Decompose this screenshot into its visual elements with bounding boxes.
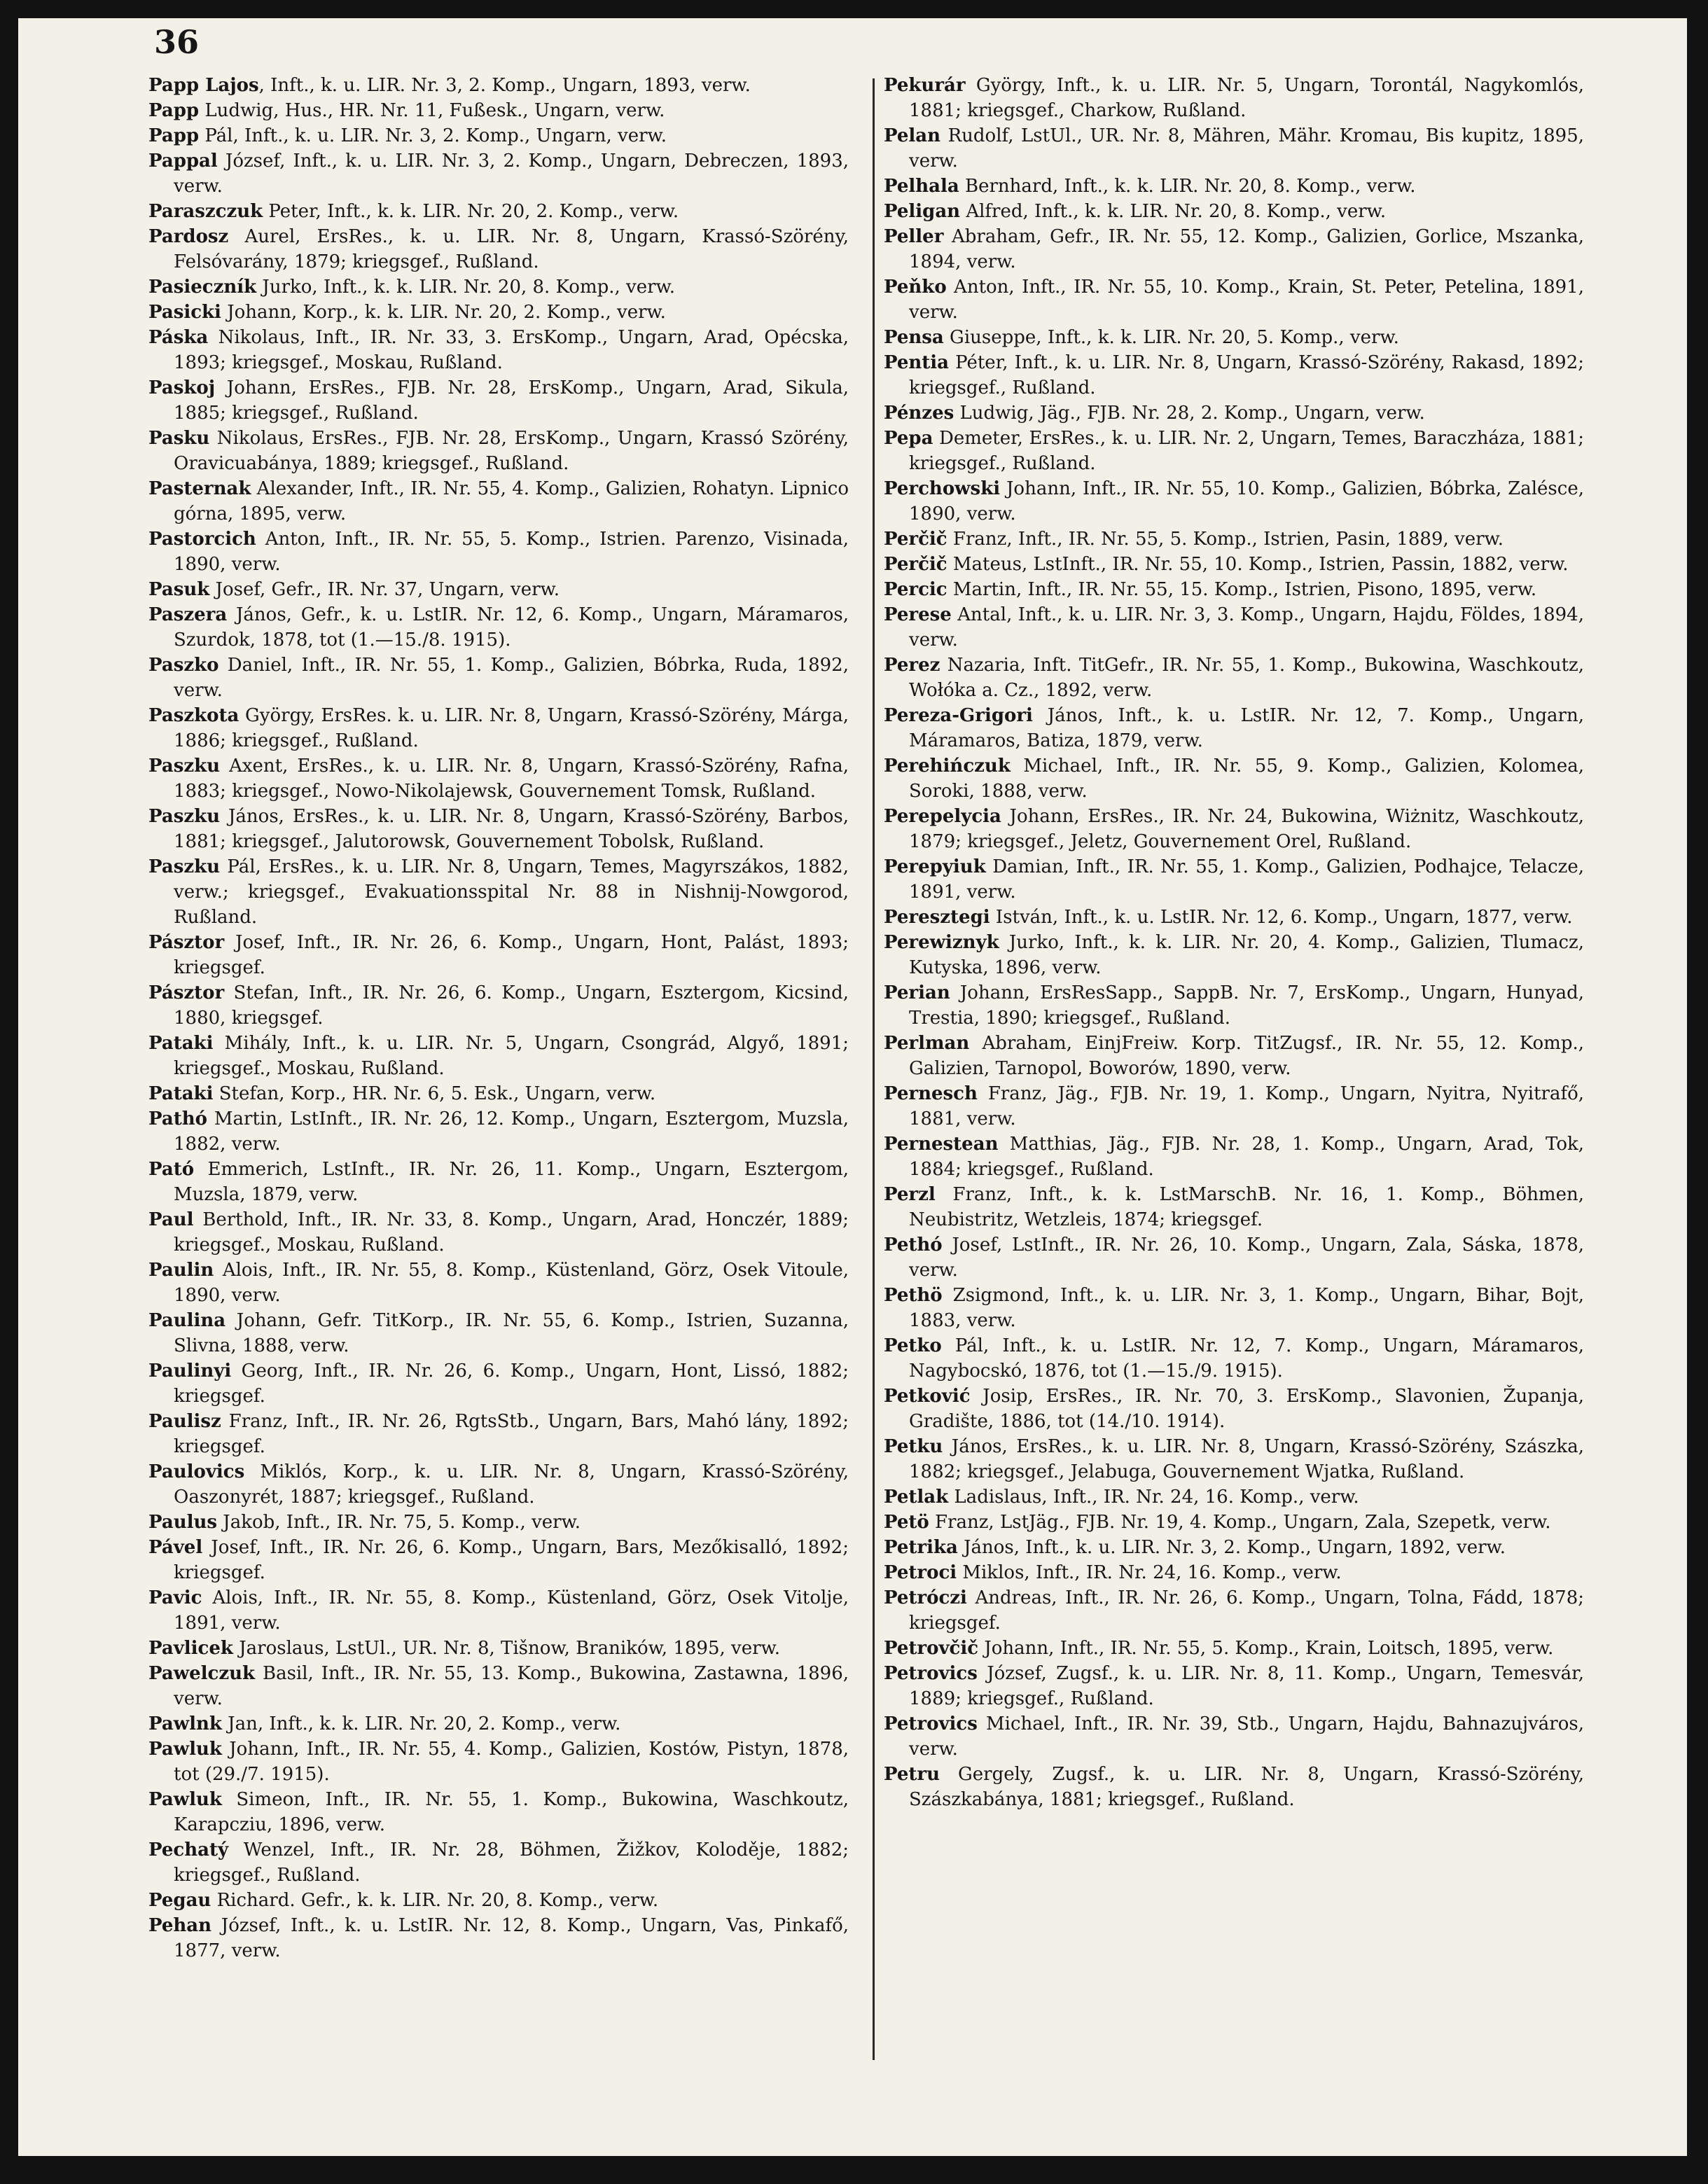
- entry-surname: Pavic: [148, 1587, 202, 1608]
- entry-surname: Peresztegi: [884, 907, 990, 928]
- entry-surname: Pegau: [148, 1890, 211, 1911]
- entry-surname: Pepa: [884, 428, 933, 449]
- entry-surname: Paulin: [148, 1260, 214, 1281]
- entry-surname: Paszera: [148, 604, 228, 625]
- entry-surname: Pelan: [884, 125, 941, 146]
- entry-details: Martin, LstInft., IR. Nr. 26, 12. Komp., Ungarn, Esztergom, Muzsla, 1882, verw.: [174, 1108, 849, 1155]
- entry-details: Simeon, Inft., IR. Nr. 55, 1. Komp., Bukowina, Waschkoutz, Karapcziu, 1896, verw.: [174, 1789, 849, 1835]
- entry-details: Rudolf, LstUl., UR. Nr. 8, Mähren, Mähr. Kromau, Bis kupitz, 1895, verw.: [909, 125, 1584, 172]
- scan-border-left: [0, 0, 18, 2184]
- entry-details: Josef, Inft., IR. Nr. 26, 6. Komp., Ungarn, Hont, Palást, 1893; kriegsgef.: [174, 932, 849, 978]
- entry-surname: Perzl: [884, 1184, 936, 1205]
- list-entry: [148, 1535, 849, 1585]
- entry-details: Demeter, ErsRes., k. u. LIR. Nr. 2, Ungarn, Temes, Baraczháza, 1881; kriegsgef., Rußland.: [909, 428, 1584, 474]
- entry-details: Franz, LstJäg., FJB. Nr. 19, 4. Komp., Ungarn, Zala, Szepetk, verw.: [929, 1512, 1551, 1533]
- list-entry: [884, 1283, 1584, 1333]
- entry-surname: Pasku: [148, 428, 210, 449]
- list-entry: [884, 753, 1584, 804]
- column-divider: [873, 78, 875, 2060]
- entry-surname: Pataki: [148, 1083, 214, 1104]
- entry-details: Alois, Inft., IR. Nr. 55, 8. Komp., Küstenland, Görz, Osek Vitoule, 1890, verw.: [174, 1260, 849, 1306]
- list-entry: [148, 854, 849, 930]
- entry-surname: Paulus: [148, 1512, 218, 1533]
- list-entry: [148, 1888, 849, 1913]
- entry-surname: Pásztor: [148, 982, 225, 1003]
- entry-details: Aurel, ErsRes., k. u. LIR. Nr. 8, Ungarn, Krassó-Szörény, Felsóvarány, 1879; kriegsgef., Rußland.: [174, 226, 849, 272]
- entry-details: János, Inft., k. u. LstIR. Nr. 12, 7. Komp., Ungarn, Máramaros, Batiza, 1879, verw.: [909, 705, 1584, 751]
- list-entry: [148, 1459, 849, 1510]
- entry-surname: Petku: [884, 1436, 943, 1457]
- entry-surname: Petković: [884, 1386, 971, 1407]
- entry-details: Franz, Jäg., FJB. Nr. 19, 1. Komp., Ungarn, Nyitra, Nyitrafő, 1881, verw.: [909, 1083, 1584, 1129]
- entry-surname: Perlman: [884, 1033, 970, 1054]
- entry-surname: Peller: [884, 226, 944, 247]
- entry-details: Gergely, Zugsf., k. u. LIR. Nr. 8, Ungarn, Krassó-Szörény, Szászkabánya, 1881; kriegsgef., Rußland.: [909, 1764, 1584, 1810]
- list-entry: [148, 1787, 849, 1837]
- list-entry: [884, 325, 1584, 350]
- entry-surname: Pawluk: [148, 1789, 222, 1810]
- list-entry: [884, 1333, 1584, 1384]
- list-entry: [884, 1711, 1584, 1762]
- entry-details: Andreas, Inft., IR. Nr. 26, 6. Komp., Ungarn, Tolna, Fádd, 1878; kriegsgef.: [909, 1587, 1584, 1634]
- entry-surname: Perehińczuk: [884, 756, 1011, 777]
- entry-surname: Paraszczuk: [148, 201, 263, 222]
- entry-details: Nazaria, Inft. TitGefr., IR. Nr. 55, 1. Komp., Bukowina, Waschkoutz, Wołóka a. Cz., 1892, verw.: [909, 655, 1584, 701]
- list-entry: [884, 602, 1584, 653]
- entry-surname: Pásztor: [148, 932, 225, 953]
- entry-surname: Perepyiuk: [884, 856, 986, 877]
- entry-details: Ladislaus, Inft., IR. Nr. 24, 16. Komp., verw.: [948, 1487, 1359, 1508]
- list-entry: [884, 1484, 1584, 1510]
- entry-surname: Pathó: [148, 1108, 207, 1129]
- entry-details: , Inft., k. u. LIR. Nr. 3, 2. Komp., Ungarn, 1893, verw.: [258, 75, 751, 96]
- entry-surname: Perewiznyk: [884, 932, 999, 953]
- entry-surname: Papp: [148, 125, 200, 146]
- left-column: [148, 73, 849, 1963]
- entry-surname: Perčič: [884, 529, 947, 550]
- right-column: [884, 73, 1584, 1812]
- list-entry: [148, 527, 849, 577]
- entry-surname: Peligan: [884, 201, 961, 222]
- entry-surname: Petrovics: [884, 1713, 978, 1734]
- entry-surname: Petlak: [884, 1487, 949, 1508]
- entry-surname: Pável: [148, 1537, 203, 1558]
- entry-details: Franz, Inft., k. k. LstMarschB. Nr. 16, 1. Komp., Böhmen, Neubistritz, Wetzleis, 1874; kriegsgef.: [909, 1184, 1584, 1230]
- entry-details: Johann, ErsResSapp., SappB. Nr. 7, ErsKomp., Ungarn, Hunyad, Trestia, 1890; kriegsgef., Rußland.: [909, 982, 1584, 1029]
- list-entry: [884, 1434, 1584, 1484]
- entry-details: Emmerich, LstInft., IR. Nr. 26, 11. Komp., Ungarn, Esztergom, Muzsla, 1879, verw.: [174, 1159, 849, 1205]
- list-entry: [148, 148, 849, 199]
- entry-surname: Pataki: [148, 1033, 214, 1054]
- entry-details: Jan, Inft., k. k. LIR. Nr. 20, 2. Komp., verw.: [221, 1713, 621, 1734]
- entry-surname: Pénzes: [884, 403, 954, 424]
- list-entry: [148, 1106, 849, 1157]
- entry-details: Johann, Gefr. TitKorp., IR. Nr. 55, 6. Komp., Istrien, Suzanna, Slivna, 1888, verw.: [174, 1310, 849, 1356]
- entry-details: Jurko, Inft., k. k. LIR. Nr. 20, 8. Komp., verw.: [256, 277, 675, 298]
- entry-surname: Perese: [884, 604, 952, 625]
- list-entry: [148, 1510, 849, 1535]
- entry-surname: Pereza-Grigori: [884, 705, 1033, 726]
- entry-surname: Petru: [884, 1764, 940, 1785]
- list-entry: [148, 123, 849, 148]
- list-entry: [148, 73, 849, 98]
- entry-details: Mateus, LstInft., IR. Nr. 55, 10. Komp., Istrien, Passin, 1882, verw.: [947, 554, 1569, 575]
- list-entry: [148, 375, 849, 426]
- entry-details: Wenzel, Inft., IR. Nr. 28, Böhmen, Žižkov, Kolodějе, 1882; kriegsgef., Rußland.: [174, 1839, 849, 1886]
- entry-details: Daniel, Inft., IR. Nr. 55, 1. Komp., Galizien, Bóbrka, Ruda, 1892, verw.: [174, 655, 849, 701]
- entry-surname: Paulinyi: [148, 1361, 232, 1382]
- list-entry: [148, 1913, 849, 1963]
- entry-details: Zsigmond, Inft., k. u. LIR. Nr. 3, 1. Komp., Ungarn, Bihar, Bojt, 1883, verw.: [909, 1285, 1584, 1331]
- entry-details: Basil, Inft., IR. Nr. 55, 13. Komp., Bukowina, Zastawna, 1896, verw.: [174, 1663, 849, 1709]
- entry-surname: Papp: [148, 100, 200, 121]
- entry-details: István, Inft., k. u. LstIR. Nr. 12, 6. Komp., Ungarn, 1877, verw.: [990, 907, 1573, 928]
- entry-details: Michael, Inft., IR. Nr. 55, 9. Komp., Galizien, Kolomea, Soroki, 1888, verw.: [909, 756, 1584, 802]
- list-entry: [884, 224, 1584, 274]
- list-entry: [884, 1182, 1584, 1232]
- list-entry: [148, 325, 849, 375]
- list-entry: [884, 980, 1584, 1031]
- list-entry: [884, 73, 1584, 123]
- entry-details: Johann, ErsRes., IR. Nr. 24, Bukowina, Wiżnitz, Waschkoutz, 1879; kriegsgef., Jeletz, Gouvernement Orel, Rußland.: [909, 806, 1584, 852]
- entry-surname: Pasicki: [148, 302, 221, 323]
- entry-surname: Paszko: [148, 655, 219, 676]
- list-entry: [884, 905, 1584, 930]
- list-entry: [148, 1258, 849, 1308]
- list-entry: [884, 401, 1584, 426]
- list-entry: [884, 1762, 1584, 1812]
- list-entry: [148, 426, 849, 476]
- list-entry: [148, 1711, 849, 1737]
- entry-details: Bernhard, Inft., k. k. LIR. Nr. 20, 8. Komp., verw.: [959, 176, 1416, 197]
- list-entry: [148, 300, 849, 325]
- entry-surname: Paul: [148, 1209, 194, 1230]
- entry-details: Pál, Inft., k. u. LstIR. Nr. 12, 7. Komp., Ungarn, Máramaros, Nagybocskó, 1876, tot (1.—15./9. 1915).: [909, 1335, 1584, 1382]
- entry-details: Josef, Inft., IR. Nr. 26, 6. Komp., Ungarn, Bars, Mezőkisalló, 1892; kriegsgef.: [174, 1537, 849, 1583]
- entry-surname: Pechatý: [148, 1839, 229, 1860]
- entry-details: Josef, LstInft., IR. Nr. 26, 10. Komp., Ungarn, Zala, Sáska, 1878, verw.: [909, 1234, 1584, 1281]
- entry-details: Jaroslaus, LstUl., UR. Nr. 8, Tišnow, Braników, 1895, verw.: [232, 1638, 780, 1659]
- entry-details: Alexander, Inft., IR. Nr. 55, 4. Komp., Galizien, Rohatyn. Lipnico górna, 1895, verw.: [174, 478, 849, 524]
- entry-surname: Paszkota: [148, 705, 239, 726]
- list-entry: [148, 980, 849, 1031]
- list-entry: [148, 1636, 849, 1661]
- entry-details: János, Gefr., k. u. LstIR. Nr. 12, 6. Komp., Ungarn, Máramaros, Szurdok, 1878, tot (1.—15./8. 1915).: [174, 604, 849, 651]
- list-entry: [148, 224, 849, 274]
- entry-surname: Pethó: [884, 1234, 943, 1256]
- entry-surname: Pasuk: [148, 579, 210, 600]
- entry-details: Jakob, Inft., IR. Nr. 75, 5. Komp., verw.: [217, 1512, 581, 1533]
- list-entry: [884, 274, 1584, 325]
- list-entry: [884, 123, 1584, 174]
- list-entry: [884, 1232, 1584, 1283]
- entry-details: Alois, Inft., IR. Nr. 55, 8. Komp., Küstenland, Görz, Osek Vitolje, 1891, verw.: [174, 1587, 849, 1634]
- entry-surname: Pasternak: [148, 478, 251, 499]
- entry-details: Martin, Inft., IR. Nr. 55, 15. Komp., Istrien, Pisono, 1895, verw.: [947, 579, 1537, 600]
- list-entry: [148, 753, 849, 804]
- entry-surname: Pawelczuk: [148, 1663, 256, 1684]
- list-entry: [884, 930, 1584, 980]
- entry-details: Johann, Inft., IR. Nr. 55, 5. Komp., Krain, Loitsch, 1895, verw.: [978, 1638, 1554, 1659]
- list-entry: [148, 199, 849, 224]
- list-entry: [148, 1837, 849, 1888]
- entry-details: Berthold, Inft., IR. Nr. 33, 8. Komp., Ungarn, Arad, Honczér, 1889; kriegsgef., Moskau, Rußland.: [174, 1209, 849, 1256]
- entry-surname: Pavlicek: [148, 1638, 233, 1659]
- entry-details: Damian, Inft., IR. Nr. 55, 1. Komp., Galizien, Podhajce, Telacze, 1891, verw.: [909, 856, 1584, 903]
- entry-details: Nikolaus, ErsRes., FJB. Nr. 28, ErsKomp., Ungarn, Krassó Szörény, Oravicuabánya, 1889; kriegsgef., Rußland.: [174, 428, 849, 474]
- list-entry: [148, 1409, 849, 1459]
- list-entry: [884, 552, 1584, 577]
- list-entry: [884, 804, 1584, 854]
- entry-surname: Petrika: [884, 1537, 958, 1558]
- list-entry: [148, 804, 849, 854]
- list-entry: [884, 1636, 1584, 1661]
- entry-surname: Petrovics: [884, 1663, 978, 1684]
- entry-details: Abraham, Gefr., IR. Nr. 55, 12. Komp., Galizien, Gorlice, Mszanka, 1894, verw.: [909, 226, 1584, 272]
- entry-details: Anton, Inft., IR. Nr. 55, 5. Komp., Istrien. Parenzo, Visinada, 1890, verw.: [174, 529, 849, 575]
- list-entry: [148, 577, 849, 602]
- list-entry: [148, 930, 849, 980]
- entry-details: Michael, Inft., IR. Nr. 39, Stb., Ungarn, Hajdu, Bahnazujváros, verw.: [909, 1713, 1584, 1760]
- entry-details: Antal, Inft., k. u. LIR. Nr. 3, 3. Komp., Ungarn, Hajdu, Földes, 1894, verw.: [909, 604, 1584, 651]
- entry-surname: Pekurár: [884, 75, 966, 96]
- entry-details: György, ErsRes. k. u. LIR. Nr. 8, Ungarn, Krassó-Szörény, Márga, 1886; kriegsgef., Rußland.: [174, 705, 849, 751]
- entry-surname: Pardosz: [148, 226, 229, 247]
- entry-surname: Páska: [148, 327, 209, 348]
- entry-surname: Paszku: [148, 806, 221, 827]
- entry-surname: Paszku: [148, 856, 221, 877]
- list-entry: [884, 1661, 1584, 1711]
- entry-details: Johann, ErsRes., FJB. Nr. 28, ErsKomp., Ungarn, Arad, Sikula, 1885; kriegsgef., Rußland.: [174, 377, 849, 424]
- entry-details: Matthias, Jäg., FJB. Nr. 28, 1. Komp., Ungarn, Arad, Tok, 1884; kriegsgef., Rußland.: [909, 1134, 1584, 1180]
- entry-details: János, Inft., k. u. LIR. Nr. 3, 2. Komp., Ungarn, 1892, verw.: [957, 1537, 1506, 1558]
- entry-surname: Paskoj: [148, 377, 216, 398]
- entry-details: Anton, Inft., IR. Nr. 55, 10. Komp., Krain, St. Peter, Petelina, 1891, verw.: [909, 277, 1584, 323]
- entry-details: Axent, ErsRes., k. u. LIR. Nr. 8, Ungarn, Krassó-Szörény, Rafna, 1883; kriegsgef., Nowo-Nikolajewsk, Gouvernement Tomsk, Rußland.: [174, 756, 849, 802]
- list-entry: [148, 98, 849, 123]
- list-entry: [884, 653, 1584, 703]
- entry-details: Johann, Inft., IR. Nr. 55, 4. Komp., Galizien, Kostów, Pistyn, 1878, tot (29./7. 1915).: [174, 1739, 849, 1785]
- list-entry: [148, 1031, 849, 1081]
- entry-surname: Paulovics: [148, 1461, 245, 1482]
- entry-surname: Peňko: [884, 277, 947, 298]
- entry-details: Giuseppe, Inft., k. k. LIR. Nr. 20, 5. Komp., verw.: [943, 327, 1399, 348]
- entry-details: Pál, Inft., k. u. LIR. Nr. 3, 2. Komp., Ungarn, verw.: [199, 125, 667, 146]
- list-entry: [884, 1535, 1584, 1560]
- entry-surname: Pawlnk: [148, 1713, 222, 1734]
- scan-border-bottom: [0, 2156, 1708, 2184]
- list-entry: [884, 1560, 1584, 1585]
- entry-surname: Perez: [884, 655, 940, 676]
- entry-surname: Perepelycia: [884, 806, 1001, 827]
- entry-details: Josef, Gefr., IR. Nr. 37, Ungarn, verw.: [209, 579, 560, 600]
- entry-details: János, ErsRes., k. u. LIR. Nr. 8, Ungarn, Krassó-Szörény, Barbos, 1881; kriegsgef., Jalutorowsk, Gouvernement Tobolsk, Rußland.: [174, 806, 849, 852]
- entry-details: Jurko, Inft., k. k. LIR. Nr. 20, 4. Komp., Galizien, Tlumacz, Kutyska, 1896, verw.: [909, 932, 1584, 978]
- list-entry: [884, 527, 1584, 552]
- list-entry: [148, 476, 849, 527]
- entry-details: Franz, Inft., IR. Nr. 26, RgtsStb., Ungarn, Bars, Mahó lány, 1892; kriegsgef.: [174, 1411, 849, 1457]
- entry-surname: Perčič: [884, 554, 947, 575]
- list-entry: [148, 1661, 849, 1711]
- list-entry: [148, 274, 849, 300]
- list-entry: [884, 1081, 1584, 1132]
- entry-surname: Pethö: [884, 1285, 943, 1306]
- list-entry: [148, 1737, 849, 1787]
- entry-details: György, Inft., k. u. LIR. Nr. 5, Ungarn, Torontál, Nagykomlós, 1881; kriegsgef., Charkow, Rußland.: [909, 75, 1584, 121]
- entry-details: Mihály, Inft., k. u. LIR. Nr. 5, Ungarn, Csongrád, Algyő, 1891; kriegsgef., Moskau, Rußland.: [174, 1033, 849, 1079]
- scan-border-top: [0, 0, 1708, 18]
- list-entry: [884, 703, 1584, 753]
- entry-surname: Pawluk: [148, 1739, 222, 1760]
- list-entry: [148, 1358, 849, 1409]
- entry-details: Stefan, Korp., HR. Nr. 6, 5. Esk., Ungarn, verw.: [213, 1083, 656, 1104]
- entry-details: Johann, Inft., IR. Nr. 55, 10. Komp., Galizien, Bóbrka, Zalésce, 1890, verw.: [909, 478, 1584, 524]
- entry-surname: Papp Lajos: [148, 75, 259, 96]
- entry-surname: Pappal: [148, 151, 218, 172]
- list-entry: [884, 1031, 1584, 1081]
- list-entry: [884, 174, 1584, 199]
- entry-details: Miklos, Inft., IR. Nr. 24, 16. Komp., verw.: [957, 1562, 1342, 1583]
- entry-surname: Petroci: [884, 1562, 957, 1583]
- list-entry: [148, 1081, 849, 1106]
- list-entry: [884, 577, 1584, 602]
- list-entry: [884, 1132, 1584, 1182]
- list-entry: [884, 476, 1584, 527]
- entry-surname: Perian: [884, 982, 950, 1003]
- list-entry: [884, 199, 1584, 224]
- entry-surname: Paulisz: [148, 1411, 221, 1432]
- list-entry: [148, 1585, 849, 1636]
- entry-surname: Pernestean: [884, 1134, 999, 1155]
- list-entry: [884, 1384, 1584, 1434]
- entry-surname: Perchowski: [884, 478, 1001, 499]
- list-entry: [148, 703, 849, 753]
- entry-details: Stefan, Inft., IR. Nr. 26, 6. Komp., Ungarn, Esztergom, Kicsind, 1880, kriegsgef.: [174, 982, 849, 1029]
- entry-details: Alfred, Inft., k. k. LIR. Nr. 20, 8. Komp., verw.: [960, 201, 1387, 222]
- entry-surname: Pasieczník: [148, 277, 257, 298]
- entry-surname: Percic: [884, 579, 947, 600]
- entry-details: József, Inft., k. u. LIR. Nr. 3, 2. Komp., Ungarn, Debreczen, 1893, verw.: [174, 151, 849, 197]
- entry-details: Georg, Inft., IR. Nr. 26, 6. Komp., Ungarn, Hont, Lissó, 1882; kriegsgef.: [174, 1361, 849, 1407]
- list-entry: [884, 350, 1584, 401]
- entry-details: Abraham, EinjFreiw. Korp. TitZugsf., IR. Nr. 55, 12. Komp., Galizien, Tarnopol, Boworów, 1890, verw.: [909, 1033, 1584, 1079]
- entry-surname: Petko: [884, 1335, 942, 1356]
- entry-surname: Pató: [148, 1159, 195, 1180]
- entry-surname: Pelhala: [884, 176, 959, 197]
- entry-details: Franz, Inft., IR. Nr. 55, 5. Komp., Istrien, Pasin, 1889, verw.: [947, 529, 1504, 550]
- list-entry: [884, 854, 1584, 905]
- entry-surname: Petö: [884, 1512, 929, 1533]
- entry-details: József, Zugsf., k. u. LIR. Nr. 8, 11. Komp., Ungarn, Temesvár, 1889; kriegsgef., Rußland.: [909, 1663, 1584, 1709]
- entry-details: Peter, Inft., k. k. LIR. Nr. 20, 2. Komp., verw.: [263, 201, 679, 222]
- entry-surname: Pentia: [884, 352, 950, 373]
- entry-details: Péter, Inft., k. u. LIR. Nr. 8, Ungarn, Krassó-Szörény, Rakasd, 1892; kriegsgef., Rußland.: [909, 352, 1584, 398]
- entry-surname: Petrovčič: [884, 1638, 979, 1659]
- entry-surname: Pensa: [884, 327, 944, 348]
- list-entry: [148, 1207, 849, 1258]
- entry-details: Miklós, Korp., k. u. LIR. Nr. 8, Ungarn, Krassó-Szörény, Oaszonyrét, 1887; kriegsgef., Rußland.: [174, 1461, 849, 1508]
- list-entry: [148, 1308, 849, 1358]
- entry-surname: Pernesch: [884, 1083, 978, 1104]
- entry-details: Johann, Korp., k. k. LIR. Nr. 20, 2. Komp., verw.: [221, 302, 666, 323]
- entry-details: Richard. Gefr., k. k. LIR. Nr. 20, 8. Komp., verw.: [211, 1890, 659, 1911]
- entry-details: Nikolaus, Inft., IR. Nr. 33, 3. ErsKomp., Ungarn, Arad, Opécska, 1893; kriegsgef., Moskau, Rußland.: [174, 327, 849, 373]
- entry-details: Josip, ErsRes., IR. Nr. 70, 3. ErsKomp., Slavonien, Županja, Gradište, 1886, tot (14./10. 1914).: [909, 1386, 1584, 1432]
- entry-surname: Pehan: [148, 1915, 212, 1936]
- page-number: 36: [154, 23, 200, 61]
- entry-details: József, Inft., k. u. LstIR. Nr. 12, 8. Komp., Ungarn, Vas, Pinkafő, 1877, verw.: [174, 1915, 849, 1961]
- entry-surname: Petróczi: [884, 1587, 967, 1608]
- list-entry: [884, 426, 1584, 476]
- entry-surname: Pastorcich: [148, 529, 256, 550]
- list-entry: [884, 1510, 1584, 1535]
- list-entry: [148, 602, 849, 653]
- entry-details: Pál, ErsRes., k. u. LIR. Nr. 8, Ungarn, Temes, Magyrszákos, 1882, verw.; kriegsgef., Evakuationsspital Nr. 88 in Nishnij-Nowgorod, Rußland.: [174, 856, 849, 928]
- scan-border-right: [1687, 0, 1708, 2184]
- entry-details: Ludwig, Jäg., FJB. Nr. 28, 2. Komp., Ungarn, verw.: [954, 403, 1425, 424]
- entry-surname: Paszku: [148, 756, 221, 777]
- entry-surname: Paulina: [148, 1310, 226, 1331]
- entry-details: Ludwig, Hus., HR. Nr. 11, Fußesk., Ungarn, verw.: [199, 100, 665, 121]
- entry-details: János, ErsRes., k. u. LIR. Nr. 8, Ungarn, Krassó-Szörény, Szászka, 1882; kriegsgef., Jelabuga, Gouvernement Wjatka, Rußland.: [909, 1436, 1584, 1482]
- list-entry: [148, 653, 849, 703]
- list-entry: [884, 1585, 1584, 1636]
- list-entry: [148, 1157, 849, 1207]
